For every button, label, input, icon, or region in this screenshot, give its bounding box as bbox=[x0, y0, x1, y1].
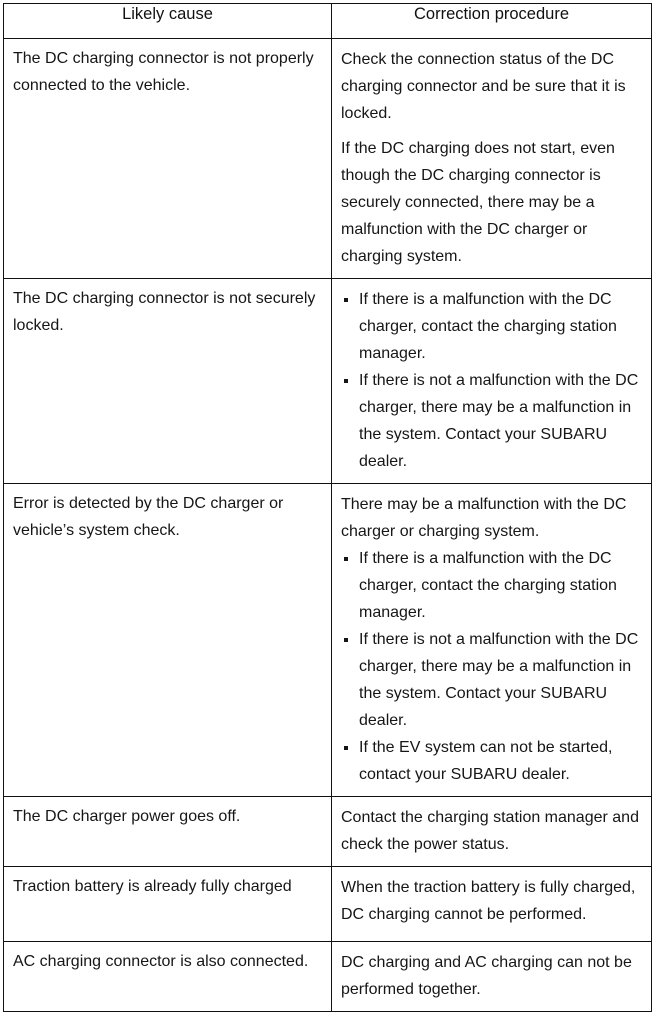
cause-cell-content bbox=[4, 942, 331, 981]
column-header-likely-cause-label: Likely cause bbox=[122, 5, 213, 23]
procedure-paragraph: When the traction battery is fully charged, DC charging cannot be performed. bbox=[341, 879, 636, 923]
procedure-cell-content bbox=[332, 39, 651, 278]
cause-cell-content bbox=[4, 867, 331, 906]
cause-text: The DC charger power goes off. bbox=[13, 808, 241, 825]
column-header-likely-cause bbox=[4, 4, 332, 39]
table-row bbox=[4, 867, 652, 942]
cause-cell-content bbox=[4, 484, 331, 550]
procedure-cell bbox=[332, 484, 652, 797]
table-row bbox=[4, 797, 652, 867]
cause-text: The DC charging connector is not securely locked. bbox=[13, 290, 316, 334]
procedure-cell bbox=[332, 39, 652, 279]
cause-cell-content bbox=[4, 279, 331, 345]
procedure-bullet-list bbox=[341, 545, 643, 788]
cause-cell-content bbox=[4, 797, 331, 836]
table-header-row bbox=[4, 4, 652, 39]
table-row bbox=[4, 942, 652, 1012]
table-body bbox=[4, 39, 652, 1012]
cause-cell bbox=[4, 39, 332, 279]
dc-charging-troubleshooting-table bbox=[3, 3, 652, 1012]
cause-text: AC charging connector is also connected. bbox=[13, 953, 309, 970]
procedure-paragraph: There may be a malfunction with the DC charger or charging system. bbox=[341, 496, 627, 540]
procedure-cell bbox=[332, 797, 652, 867]
procedure-bullet-item: If there is a malfunction with the DC charger, contact the charging station manager. bbox=[341, 545, 643, 626]
cause-cell bbox=[4, 797, 332, 867]
procedure-cell-content bbox=[332, 484, 651, 796]
cause-cell bbox=[4, 867, 332, 942]
procedure-bullet-item: If the EV system can not be started, contact your SUBARU dealer. bbox=[341, 734, 643, 788]
procedure-paragraph: Check the connection status of the DC charging connector and be sure that it is locked. bbox=[341, 51, 626, 122]
cause-text: Traction battery is already fully charged bbox=[13, 878, 292, 895]
procedure-cell-content bbox=[332, 279, 651, 483]
cause-text: The DC charging connector is not properly connected to the vehicle. bbox=[13, 50, 314, 94]
cause-cell bbox=[4, 279, 332, 484]
procedure-bullet-item: If there is not a malfunction with the DC charger, there may be a malfunction in the system. Contact your SUBARU dealer. bbox=[341, 626, 643, 734]
cause-cell bbox=[4, 942, 332, 1012]
procedure-cell-content bbox=[332, 797, 651, 866]
table-row bbox=[4, 39, 652, 279]
column-header-correction-procedure bbox=[332, 4, 652, 39]
procedure-bullet-item: If there is a malfunction with the DC charger, contact the charging station manager. bbox=[341, 286, 643, 367]
procedure-paragraph: If the DC charging does not start, even though the DC charging connector is securely connected, there may be a malfunction with the DC charger or charging system. bbox=[341, 140, 615, 265]
column-header-correction-procedure-label: Correction procedure bbox=[414, 5, 569, 23]
procedure-paragraph: Contact the charging station manager and check the power status. bbox=[341, 809, 639, 853]
table-header bbox=[4, 4, 652, 39]
cause-cell-content bbox=[4, 39, 331, 105]
procedure-paragraph: DC charging and AC charging can not be performed together. bbox=[341, 954, 632, 998]
procedure-cell bbox=[332, 279, 652, 484]
table-row bbox=[4, 279, 652, 484]
table-row bbox=[4, 484, 652, 797]
cause-text: Error is detected by the DC charger or vehicle’s system check. bbox=[13, 495, 284, 539]
procedure-bullet-list bbox=[341, 286, 643, 475]
procedure-cell bbox=[332, 942, 652, 1012]
procedure-cell-content bbox=[332, 942, 651, 1011]
cause-cell bbox=[4, 484, 332, 797]
procedure-cell bbox=[332, 867, 652, 942]
procedure-bullet-item: If there is not a malfunction with the DC charger, there may be a malfunction in the system. Contact your SUBARU dealer. bbox=[341, 367, 643, 475]
